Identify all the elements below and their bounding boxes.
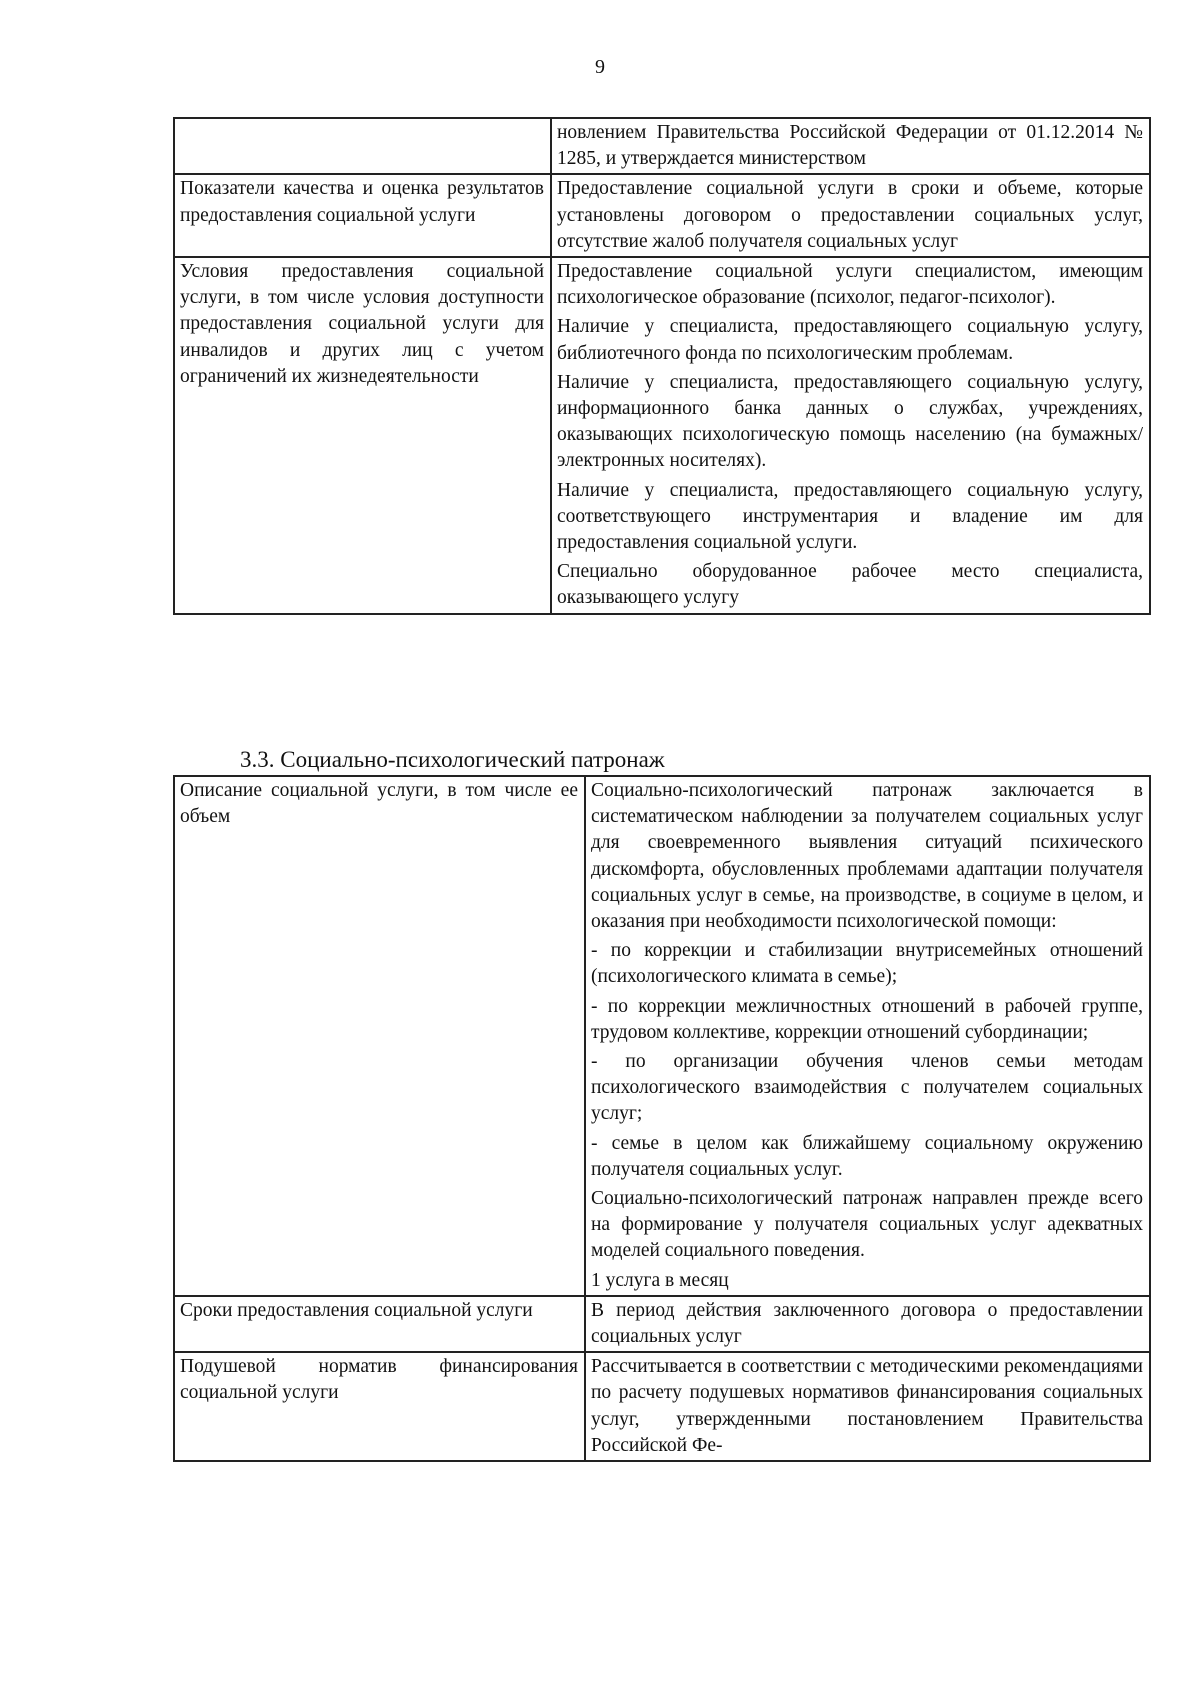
cell-paragraph: Предоставление социальной услуги специалистом, имеющим психологическое образование (психолог, педагог-психолог). [557, 261, 1143, 309]
cell-paragraph: 1 услуга в месяц [591, 1269, 729, 1291]
cell-paragraph: - семье в целом как ближайшему социальному окружению получателя социальных услуг. [591, 1132, 1143, 1180]
cell-paragraph: - по организации обучения членов семьи методам психологического взаимодействия с получателем социальных услуг; [591, 1051, 1143, 1125]
table-row [174, 776, 1150, 1296]
table-cell-label [174, 776, 585, 1296]
table-cell-label [174, 174, 551, 257]
table-cell-label [174, 118, 551, 174]
table-cell-label [174, 1352, 585, 1461]
table-row [174, 1352, 1150, 1461]
table-row [174, 174, 1150, 257]
cell-paragraph: В период действия заключенного договора о предоставлении социальных услуг [591, 1299, 1143, 1348]
cell-paragraph: Наличие у специалиста, предоставляющего социальную услугу, информационного банка данных о службах, учреждениях, оказывающих психологическую помощь населению (на бумажных/электронных носителях). [557, 371, 1143, 472]
cell-paragraph: Показатели качества и оценка результатов предоставления социальной услуги [180, 178, 544, 226]
table-cell-value [551, 257, 1150, 614]
cell-paragraph: новлением Правительства Российской Федерации от 01.12.2014 № 1285, и утверждается министерством [557, 122, 1143, 170]
page-number: 9 [595, 56, 605, 78]
table-row [174, 1296, 1150, 1352]
table-cell-value [585, 1296, 1150, 1352]
section-heading: 3.3. Социально-психологический патронаж [240, 747, 665, 772]
service-description-table [173, 775, 1151, 1462]
cell-paragraph: - по коррекции межличностных отношений в рабочей группе, трудовом коллективе, коррекции отношений субординации; [591, 995, 1143, 1043]
services-table-continued [173, 117, 1151, 615]
table-row [174, 118, 1150, 174]
table-cell-label [174, 257, 551, 614]
cell-paragraph: Наличие у специалиста, предоставляющего социальную услугу, библиотечного фонда по психологическим проблемам. [557, 316, 1143, 364]
cell-paragraph: Специально оборудованное рабочее место специалиста, оказывающего услугу [557, 561, 1143, 609]
table-cell-value [585, 776, 1150, 1296]
cell-paragraph: Сроки предоставления социальной услуги [180, 1299, 533, 1321]
table-row [174, 257, 1150, 614]
cell-paragraph: Рассчитывается в соответствии с методическими рекомендациями по расчету подушевых нормативов финансирования социальных услуг, утвержденными постановлением Правительства Российской Фе- [591, 1356, 1143, 1456]
cell-paragraph: Социально-психологический патронаж направлен прежде всего на формирование у получателя социальных услуг адекватных моделей социального поведения. [591, 1188, 1143, 1262]
cell-paragraph: - по коррекции и стабилизации внутрисемейных отношений (психологического климата в семье); [591, 940, 1143, 988]
cell-paragraph: Подушевой норматив финансирования социальной услуги [180, 1356, 578, 1404]
cell-paragraph: Предоставление социальной услуги в сроки и объеме, которые установлены договором о предоставлении социальных услуг, отсутствие жалоб получателя социальных услуг [557, 178, 1143, 252]
cell-paragraph: Наличие у специалиста, предоставляющего социальную услугу, соответствующего инструментария и владение им для предоставления социальной услуги. [557, 479, 1143, 554]
table-cell-value [551, 174, 1150, 257]
cell-paragraph: Социально-психологический патронаж заключается в систематическом наблюдении за получателем социальных услуг для своевременного выявления ситуаций психического дискомфорта, обусловленных проблемами адаптации получателя социальных услуг в семье, на производстве, в социуме в целом, и оказания при необходимости психологической помощи: [591, 780, 1143, 933]
table-cell-value [585, 1352, 1150, 1461]
table-cell-value [551, 118, 1150, 174]
cell-paragraph: Описание социальной услуги, в том числе ее объем [180, 780, 578, 828]
table-cell-label [174, 1296, 585, 1352]
cell-paragraph: Условия предоставления социальной услуги, в том числе условия доступности предоставления социальной услуги для инвалидов и других лиц с учетом ограничений их жизнедеятельности [180, 261, 544, 387]
